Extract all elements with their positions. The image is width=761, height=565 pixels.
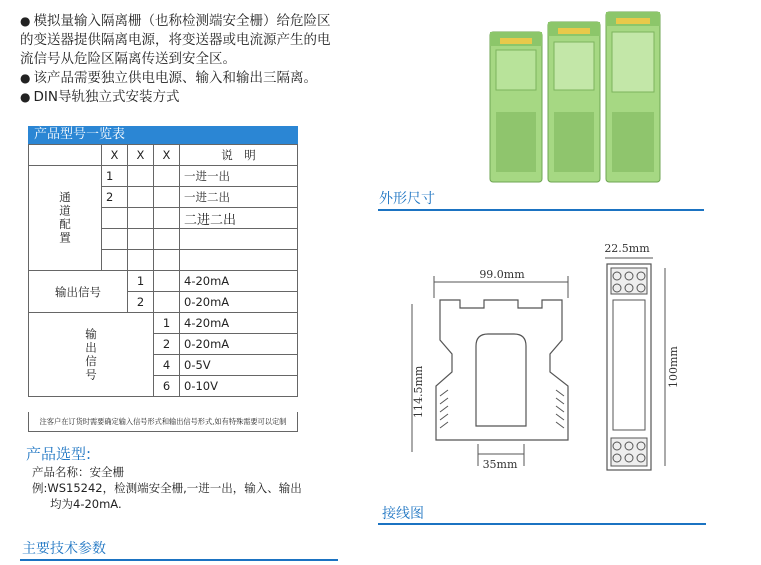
side-dimension-drawing (595, 238, 695, 478)
bullet-line-3: 流信号从危险区隔离传送到安全区。 (20, 51, 236, 67)
specs-title: 主要技术参数 (22, 541, 106, 557)
intro-text (20, 12, 370, 107)
bullet-line-4: ● 该产品需要独立供电电源、输入和输出三隔离。 (20, 70, 317, 86)
table-row: 6 0-10V (29, 376, 298, 397)
wiring-divider (378, 523, 706, 525)
selection-title: 产品选型: (26, 445, 92, 463)
product-photo (470, 2, 710, 198)
height-label: 114.5mm (412, 365, 425, 418)
table-row: 输出信号 1 4-20mA (29, 271, 298, 292)
input-signal-label: 输出信号 (29, 271, 128, 313)
header-x1: X (102, 145, 128, 166)
module-middle (548, 22, 600, 182)
specs-divider (20, 559, 338, 561)
bullet-line-5: ● DIN导轨独立式安装方式 (20, 89, 180, 105)
side-height-label: 100mm (667, 346, 680, 388)
header-x2: X (128, 145, 154, 166)
header-x3: X (154, 145, 180, 166)
table-row: 4 0-5V (29, 355, 298, 376)
table-row: 2 一进二出 (29, 187, 298, 208)
module-right (606, 12, 660, 182)
model-table-title: 产品型号一览表 (28, 126, 298, 144)
table-row: 输出信号 1 4-20mA (29, 313, 298, 334)
bullet-line-1: ● 模拟量输入隔离栅（也称检测端安全栅）给危险区 (20, 13, 331, 29)
width-label: 99.0mm (479, 268, 525, 281)
dimensions-title: 外形尺寸 (379, 191, 435, 207)
table-row: 2 0-20mA (29, 292, 298, 313)
output-signal-label: 输出信号 (29, 313, 154, 397)
rail-label: 35mm (482, 458, 518, 471)
header-desc: 说 明 (180, 145, 298, 166)
table-row: 二进二出 (29, 208, 298, 229)
thickness-label: 22.5mm (604, 242, 650, 255)
table-row: 通道配置 1 一进一出 (29, 166, 298, 187)
wiring-title: 接线图 (382, 506, 424, 522)
module-left (490, 32, 542, 182)
order-note: 注客户在订货时需要确定输入信号形式和输出信号形式,如有特殊需要可以定制 (28, 412, 298, 432)
table-row: 2 0-20mA (29, 334, 298, 355)
front-dimension-drawing (400, 268, 590, 478)
bullet-line-2: 的变送器提供隔离电源，将变送器或电流源产生的电 (20, 32, 331, 48)
model-table (28, 144, 298, 397)
selection-text: 产品名称：安全栅 例:WS15242，检测端安全栅,一进一出，输入、输出 均为4-20mA. (32, 465, 302, 511)
dimensions-divider (378, 209, 704, 211)
channel-config-label: 通道配置 (29, 166, 102, 271)
table-row (29, 145, 298, 166)
